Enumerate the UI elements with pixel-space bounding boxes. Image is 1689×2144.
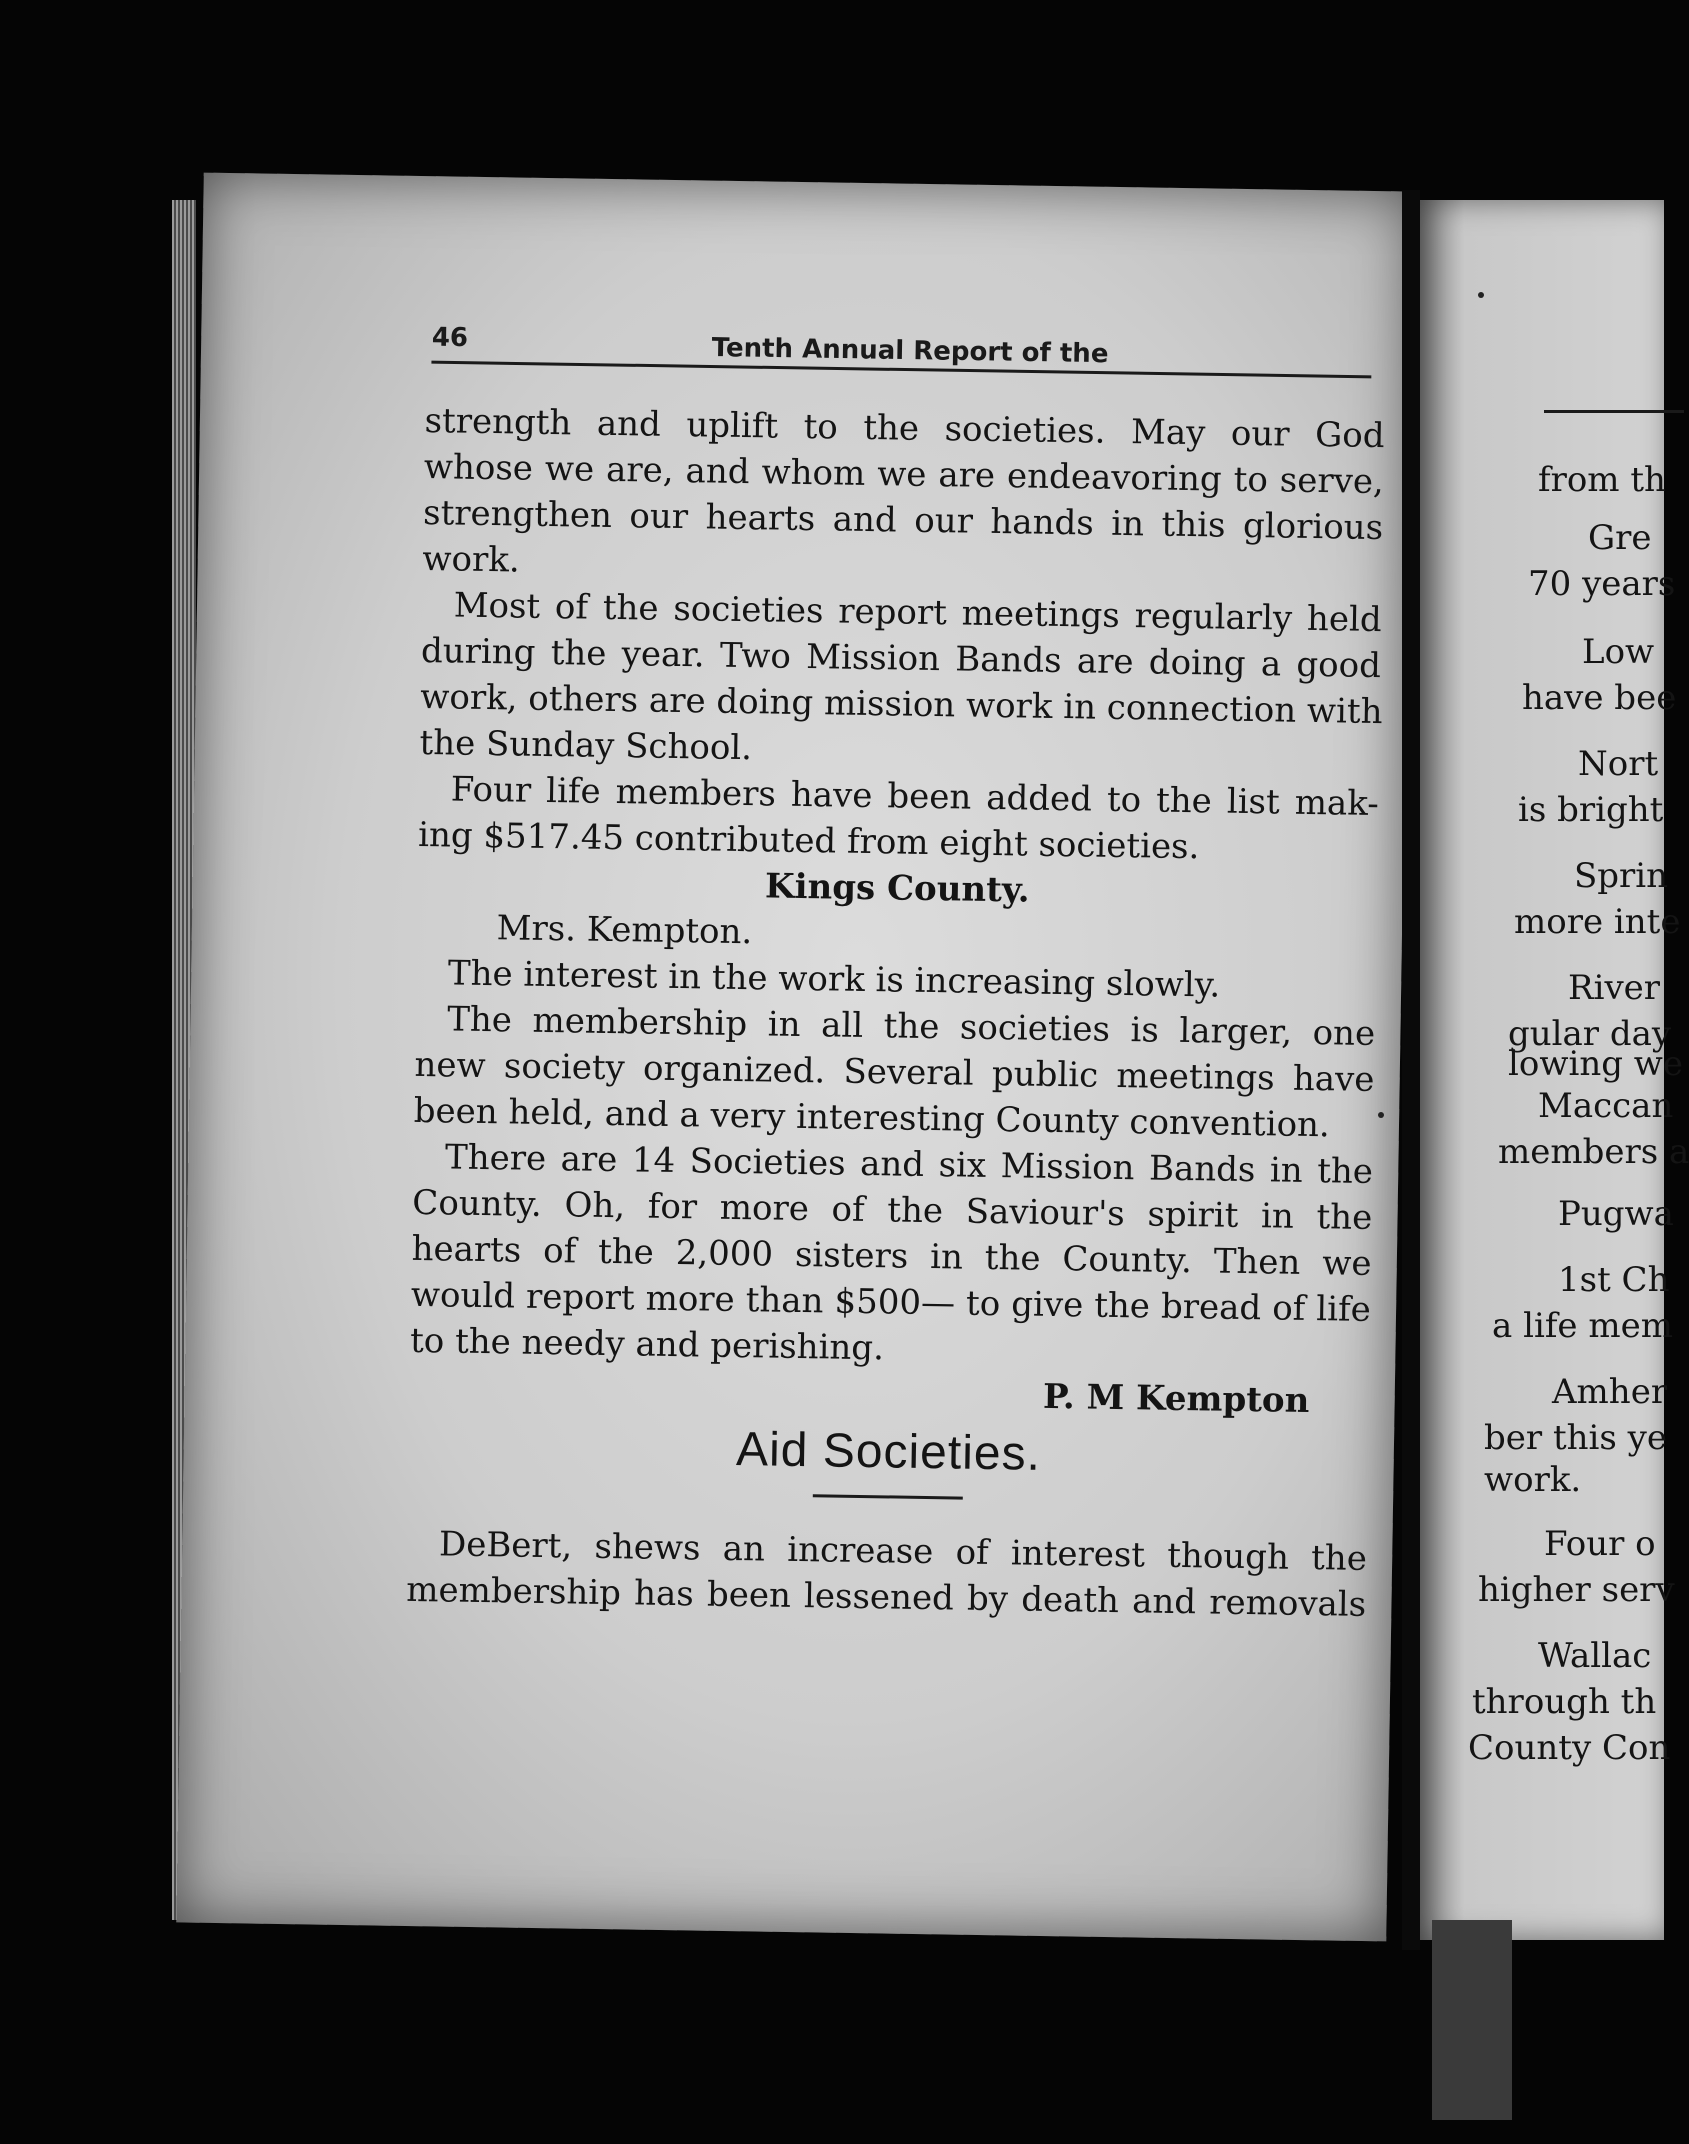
text-line: County. Oh, for more of the Saviour's spirit in the [412,1182,1373,1238]
section-heading-aid-societies: Aid Societies. [735,1423,1042,1481]
fragment: Maccan [1538,1086,1674,1126]
running-title: Tenth Annual Report of the [711,333,1109,370]
page-number: 46 [431,322,469,354]
signature: P. M Kempton [1042,1376,1310,1422]
text-line: Most of the societies report meetings regularly held [453,585,1382,641]
fragment: higher serv [1478,1570,1675,1610]
fragment: have bee [1522,678,1677,718]
text-line: hearts of the 2,000 sisters in the County. Then we [411,1228,1372,1284]
text-line: The interest in the work is increasing slowly. [447,953,1221,1006]
fragment: River [1568,968,1661,1008]
text-line: the Sunday School. [419,722,753,769]
fragment: Pugwa [1558,1194,1674,1234]
fragment: from th [1538,460,1666,500]
text-line: DeBert, shews an increase of interest though the [438,1524,1368,1579]
text-line: been held, and a very interesting County convention. [413,1090,1331,1146]
fragment: lowing we [1508,1044,1684,1084]
fragment: more inte [1514,902,1681,942]
text-line: whose we are, and whom we are endeavoring to serve, [423,446,1385,503]
text-line: work. [422,538,521,581]
left-page-body [406,398,1385,1628]
fragment: Four o [1544,1524,1656,1564]
fragment: ber this ye [1484,1418,1667,1458]
text-line: There are 14 Societies and six Mission Bands in the [444,1137,1374,1192]
text-line: membership has been lessened by death and removals [405,1569,1367,1625]
fragment: through th [1472,1682,1657,1722]
fragment: Sprin [1574,856,1669,896]
text-line: work, others are doing mission work in connection with [419,676,1383,733]
text-line: Four life members have been added to the list mak- [450,769,1380,825]
right-header-rule [1544,410,1684,413]
text-line: The membership in all the societies is larger, one [446,999,1376,1054]
fragment: Low [1582,632,1655,672]
fragment: gular day [1508,1014,1672,1054]
fragment: 1st Ch [1558,1260,1670,1300]
text-line: to the needy and perishing. [409,1320,885,1369]
text-line: during the year. Two Mission Bands are doing a good [420,630,1382,687]
text-line: ing $517.45 contributed from eight societies. [417,814,1200,868]
text-line: new society organized. Several public meetings have [414,1044,1375,1100]
fragment: work. [1484,1460,1582,1500]
fragment: County Con [1468,1728,1671,1768]
text-line: would report more than $500— to give the bread of life [410,1274,1372,1330]
fragment: is bright [1518,790,1664,830]
speck [1378,1112,1384,1118]
fragment: Gre [1588,518,1652,558]
text-line: strengthen our hearts and our hands in this glorious [422,492,1384,549]
page-stub [1432,1920,1512,2120]
heading-rule [813,1494,963,1499]
fragment: Amher [1552,1372,1668,1412]
fragment: 70 years [1528,564,1676,604]
fragment: Nort [1578,744,1659,784]
text-line: strength and uplift to the societies. May our God [424,400,1385,457]
fragment: a life mem [1492,1306,1673,1346]
fragment: Wallac [1538,1636,1652,1676]
section-heading-kings-county: Kings County. [764,866,1030,911]
speck [1478,292,1484,298]
correspondent-name: Mrs. Kempton. [496,908,753,953]
book-gutter [1402,190,1420,1950]
fragment: members a [1498,1132,1689,1172]
